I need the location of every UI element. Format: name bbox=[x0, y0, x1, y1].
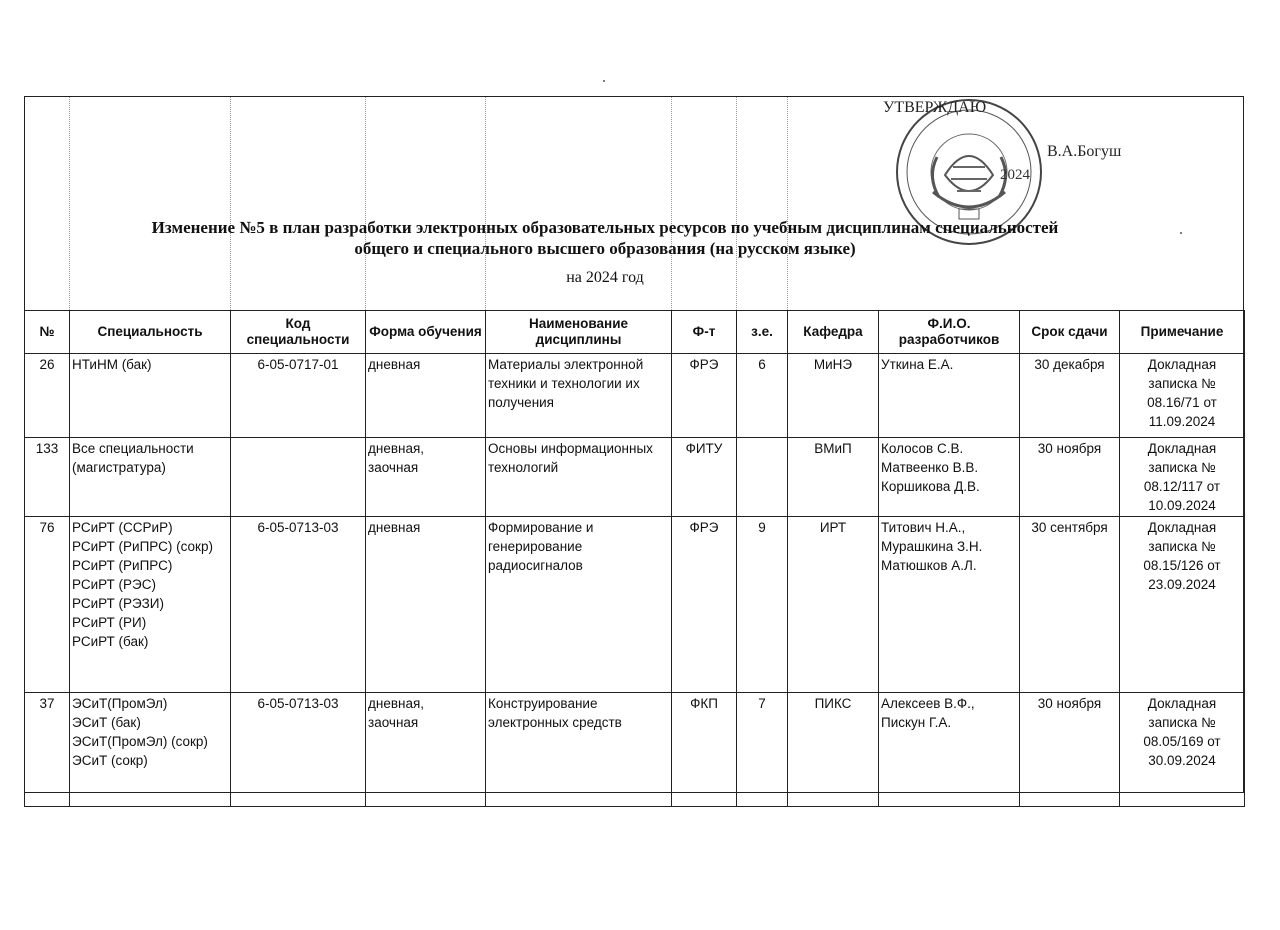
developers-cell: Титович Н.А., Мурашкина З.Н. Матюшков А.Л. bbox=[879, 517, 1020, 693]
form-cell: дневная bbox=[366, 354, 486, 438]
code-cell: 6-05-0717-01 bbox=[231, 354, 366, 438]
approval-year: 2024 bbox=[1000, 167, 1030, 183]
developers-cell: Уткина Е.А. bbox=[879, 354, 1020, 438]
header-cell: Специальность bbox=[70, 311, 231, 354]
developers-cell: Алексеев В.Ф., Пискун Г.А. bbox=[879, 693, 1020, 807]
table-header-row bbox=[25, 311, 1245, 354]
discipline-cell: Формирование и генерирование радиосигналов bbox=[486, 517, 672, 693]
form-cell: дневная, заочная bbox=[366, 693, 486, 807]
department-cell: ПИКС bbox=[788, 693, 879, 807]
row-number: 26 bbox=[25, 354, 70, 438]
scan-speck bbox=[603, 80, 605, 82]
note-cell: Докладная записка № 08.05/169 от 30.09.2024 bbox=[1120, 693, 1245, 807]
form-cell: дневная bbox=[366, 517, 486, 693]
faculty-cell: ФРЭ bbox=[672, 517, 737, 693]
department-cell: МиНЭ bbox=[788, 354, 879, 438]
header-cell: Ф-т bbox=[672, 311, 737, 354]
header-cell: Наименование дисциплины bbox=[486, 311, 672, 354]
faculty-cell: ФИТУ bbox=[672, 438, 737, 517]
approver-name: В.А.Богуш bbox=[1047, 143, 1122, 160]
credits-cell: 6 bbox=[737, 354, 788, 438]
department-cell: ИРТ bbox=[788, 517, 879, 693]
row-number: 76 bbox=[25, 517, 70, 693]
deadline-cell: 30 декабря bbox=[1020, 354, 1120, 438]
specialty-cell: Все специальности (магистратура) bbox=[70, 438, 231, 517]
code-cell: 6-05-0713-03 bbox=[231, 517, 366, 693]
discipline-cell: Конструирование электронных средств bbox=[486, 693, 672, 807]
discipline-cell: Материалы электронной техники и технологии их получения bbox=[486, 354, 672, 438]
header-cell: Форма обучения bbox=[366, 311, 486, 354]
header-cell: Ф.И.О. разработчиков bbox=[879, 311, 1020, 354]
header-cell: Код специальности bbox=[231, 311, 366, 354]
row-number: 133 bbox=[25, 438, 70, 517]
code-cell bbox=[231, 438, 366, 517]
document-sheet bbox=[24, 96, 1244, 793]
specialty-cell: РСиРТ (ССРиР) РСиРТ (РиПРС) (сокр) РСиРТ (РиПРС) РСиРТ (РЭС) РСиРТ (РЭЗИ) РСиРТ (РИ) РСиРТ (бак) bbox=[70, 517, 231, 693]
header-cell: Срок сдачи bbox=[1020, 311, 1120, 354]
table-row bbox=[25, 693, 1245, 807]
approval-stamp-text: УТВЕРЖДАЮ bbox=[883, 99, 987, 116]
row-number: 37 bbox=[25, 693, 70, 807]
table-row bbox=[25, 517, 1245, 693]
specialty-cell: НТиНМ (бак) bbox=[70, 354, 231, 438]
credits-cell: 7 bbox=[737, 693, 788, 807]
plan-table bbox=[24, 310, 1245, 807]
header-cell: № bbox=[25, 311, 70, 354]
developers-cell: Колосов С.В. Матвеенко В.В. Коршикова Д.В. bbox=[879, 438, 1020, 517]
document-subtitle: на 2024 год bbox=[566, 269, 644, 286]
specialty-cell: ЭСиТ(ПромЭл) ЭСиТ (бак) ЭСиТ(ПромЭл) (сокр) ЭСиТ (сокр) bbox=[70, 693, 231, 807]
header-cell: Кафедра bbox=[788, 311, 879, 354]
deadline-cell: 30 сентября bbox=[1020, 517, 1120, 693]
form-cell: дневная, заочная bbox=[366, 438, 486, 517]
department-cell: ВМиП bbox=[788, 438, 879, 517]
document-title bbox=[25, 217, 1185, 259]
code-cell: 6-05-0713-03 bbox=[231, 693, 366, 807]
header-cell: Примечание bbox=[1120, 311, 1245, 354]
header-cell: з.е. bbox=[737, 311, 788, 354]
credits-cell bbox=[737, 438, 788, 517]
faculty-cell: ФКП bbox=[672, 693, 737, 807]
note-cell: Докладная записка № 08.15/126 от 23.09.2024 bbox=[1120, 517, 1245, 693]
deadline-cell: 30 ноября bbox=[1020, 693, 1120, 807]
table-row bbox=[25, 438, 1245, 517]
discipline-cell: Основы информационных технологий bbox=[486, 438, 672, 517]
note-cell: Докладная записка № 08.16/71 от 11.09.2024 bbox=[1120, 354, 1245, 438]
credits-cell: 9 bbox=[737, 517, 788, 693]
title-line-1: Изменение №5 в план разработки электронных образовательных ресурсов по учебным дисциплинам специальностей bbox=[151, 218, 1059, 237]
scan-speck bbox=[1180, 232, 1182, 234]
title-line-2: общего и специального высшего образования (на русском языке) bbox=[354, 239, 856, 258]
table-row bbox=[25, 354, 1245, 438]
faculty-cell: ФРЭ bbox=[672, 354, 737, 438]
deadline-cell: 30 ноября bbox=[1020, 438, 1120, 517]
note-cell: Докладная записка № 08.12/117 от 10.09.2024 bbox=[1120, 438, 1245, 517]
